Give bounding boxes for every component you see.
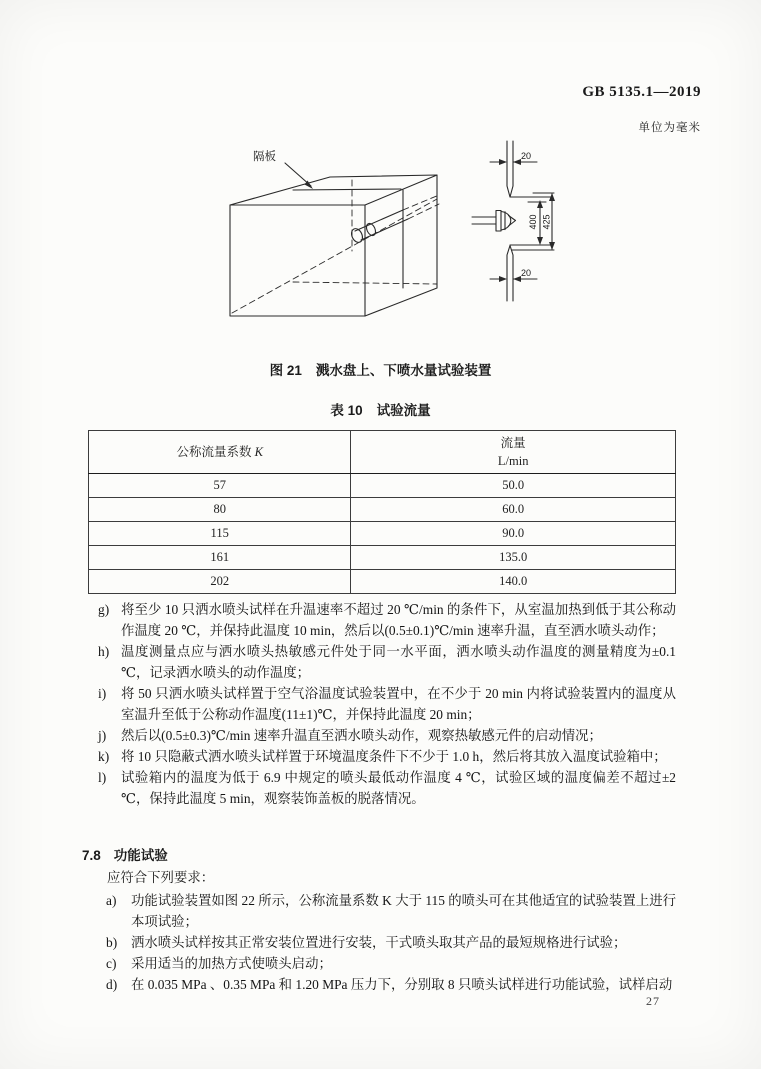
cell-k: 80 <box>89 498 351 522</box>
cell-flow: 60.0 <box>351 498 676 522</box>
list-item-c <box>106 953 676 974</box>
col-header-k-var: K <box>254 444 263 459</box>
section-heading-7-8 <box>82 844 168 864</box>
standard-number: GB 5135.1—2019 <box>582 84 701 100</box>
list-item-g <box>88 599 676 641</box>
cell-k: 57 <box>89 474 351 498</box>
item-label: c) <box>106 956 117 971</box>
cell-k: 161 <box>89 546 351 570</box>
item-text: 在 0.035 MPa 、0.35 MPa 和 1.20 MPa 压力下，分别取 8 只喷头试样进行功能试验，试样启动 <box>131 977 673 992</box>
cell-flow: 90.0 <box>351 522 676 546</box>
table-title-label: 表 10 <box>330 403 363 418</box>
section-detail <box>472 141 555 301</box>
table-header-row <box>89 431 676 474</box>
cell-flow: 50.0 <box>351 474 676 498</box>
item-text: 然后以(0.5±0.3)℃/min 速率升温直至洒水喷头动作，观察热敏感元件的启动情况； <box>121 728 602 743</box>
list-item-b <box>106 932 676 953</box>
table-title <box>0 399 761 419</box>
figure-caption-label: 图 21 <box>269 363 302 378</box>
test-box-outline <box>230 175 437 316</box>
item-text: 洒水喷头试样按其正常安装位置进行安装，干式喷头取其产品的最短规格进行试验； <box>131 935 627 950</box>
item-label: a) <box>106 893 117 908</box>
item-text: 功能试验装置如图 22 所示，公称流量系数 K 大于 115 的喷头可在其他适宜的试验装置上进行本项试验； <box>131 893 676 929</box>
list-item-h <box>88 641 676 683</box>
item-text: 试验箱内的温度为低于 6.9 中规定的喷头最低动作温度 4 ℃，试验区域的温度偏差不超过±2 ℃，保持此温度 5 min，观察装饰盖板的脱落情况。 <box>121 770 676 806</box>
dim-overall-425: 425 <box>541 214 552 230</box>
figure-caption <box>0 359 761 379</box>
item-label: j) <box>98 728 107 743</box>
top-plate <box>507 141 513 197</box>
item-text: 将 10 只隐蔽式洒水喷头试样置于环境温度条件下不少于 1.0 h，然后将其放入温度试验箱中； <box>121 749 667 764</box>
partition-edge <box>293 189 401 190</box>
figure-caption-text: 溅水盘上、下喷水量试验装置 <box>315 363 492 378</box>
table-row <box>89 474 676 498</box>
section-number: 7.8 <box>82 848 101 863</box>
col-header-flow-text: 流量 <box>500 435 526 450</box>
item-label: l) <box>98 770 107 785</box>
item-label: k) <box>98 749 110 764</box>
table-row <box>89 522 676 546</box>
hidden-edges <box>232 180 439 313</box>
pipe-cylinder <box>349 210 408 244</box>
unit-note: 单位为毫米 <box>638 122 701 134</box>
flow-rate-table <box>88 430 676 594</box>
list-item-d <box>106 974 676 995</box>
page-number: 27 <box>646 994 660 1008</box>
section-intro: 应符合下列要求： <box>107 870 215 885</box>
sprinkler-symbol <box>472 211 516 232</box>
section-title: 功能试验 <box>113 848 168 863</box>
item-text: 将至少 10 只洒水喷头试样在升温速率不超过 20 ℃/min 的条件下，从室温加热到低于其公称动作温度 20 ℃，并保持此温度 10 min，然后以(0.5±0.1)℃/min 速率升温，直至洒水喷头动作； <box>121 602 676 638</box>
cell-flow: 140.0 <box>351 570 676 594</box>
cell-k: 202 <box>89 570 351 594</box>
list-item-k <box>88 746 676 767</box>
list-item-a <box>106 890 676 932</box>
table-row <box>89 498 676 522</box>
dim-bottom-20: 20 <box>521 268 532 278</box>
function-test-list <box>106 890 676 995</box>
list-item-i <box>88 683 676 725</box>
item-text: 将 50 只洒水喷头试样置于空气浴温度试验装置中，在不少于 20 min 内将试验装置内的温度从室温升至低于公称动作温度(11±1)℃，并保持此温度 20 min； <box>121 686 676 722</box>
partition-label-text: 隔板 <box>253 151 276 163</box>
partition-label <box>253 149 313 189</box>
col-header-flow-unit: L/min <box>497 454 529 468</box>
col-header-k-text: 公称流量系数 <box>176 444 252 459</box>
item-text: 采用适当的加热方式使喷头启动； <box>131 956 332 971</box>
dim-gap-400: 400 <box>528 214 538 230</box>
item-label: h) <box>98 644 110 659</box>
dim-top-20: 20 <box>521 151 532 161</box>
item-label: b) <box>106 935 118 950</box>
col-header-k <box>89 431 351 474</box>
table-row <box>89 546 676 570</box>
cell-k: 115 <box>89 522 351 546</box>
table-title-text: 试验流量 <box>376 403 431 418</box>
item-label: g) <box>98 602 110 617</box>
table-row <box>89 570 676 594</box>
figure-21-drawing <box>150 136 590 346</box>
item-text: 温度测量点应与洒水喷头热敏感元件处于同一水平面，洒水喷头动作温度的测量精度为±0.1 ℃，记录洒水喷头的动作温度； <box>121 644 676 680</box>
item-label: d) <box>106 977 118 992</box>
item-label: i) <box>98 686 107 701</box>
test-procedure-list <box>88 599 676 809</box>
cell-flow: 135.0 <box>351 546 676 570</box>
list-item-j <box>88 725 676 746</box>
bottom-plate <box>507 246 513 302</box>
list-item-l <box>88 767 676 809</box>
col-header-flow <box>351 431 676 474</box>
